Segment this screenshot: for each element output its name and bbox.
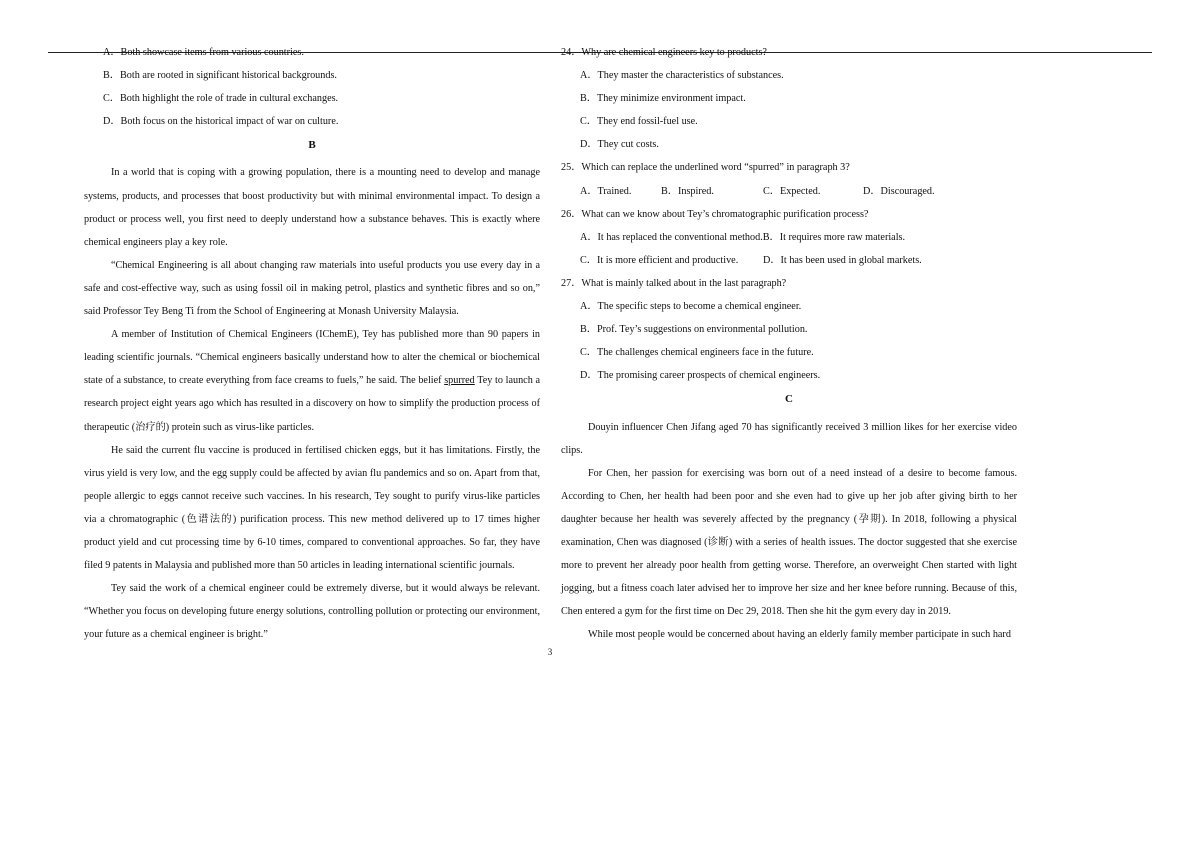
q24-option-d: D．They cut costs. <box>580 139 659 151</box>
section-b-paragraph-1: In a world that is coping with a growing population, there is a mounting need to develop and manage systems, products, and processes that boost productivity but with minimal environmental impact. To design a product or process well, you first need to deeply understand how a substance behaves. This is exactly where chemical engineers play a key role. <box>84 167 540 248</box>
question-25: 25．Which can replace the underlined word “spurred” in paragraph 3? <box>561 162 850 174</box>
section-c-paragraph-1: Douyin influencer Chen Jifang aged 70 has significantly received 3 million likes for her exercise video clips. <box>561 421 1017 456</box>
question-27: 27．What is mainly talked about in the last paragraph? <box>561 277 787 289</box>
paragraph-3-text-end: Tey to launch a research project eight years ago which has resulted in a discovery on how to simplify the production process of therapeutic (治疗的) protein such as virus-like particles. <box>84 375 540 433</box>
q25-option-b: B．Inspired. <box>661 185 714 197</box>
left-column <box>84 46 540 646</box>
q26-option-c: C．It is more efficient and productive. <box>580 254 739 266</box>
question-26: 26．What can we know about Tey’s chromatographic purification process? <box>561 208 869 220</box>
q27-option-c: C．The challenges chemical engineers face in the future. <box>580 347 814 359</box>
section-b-paragraph-4: He said the current flu vaccine is produced in fertilised chicken eggs, but it has limitations. Firstly, the virus yield is very low, and the egg supply could be affected by avian flu pandemics and so on. Apart from that, people allergic to eggs cannot receive such vaccines. In his research, Tey sought to purify virus-like particles via a chromatographic (色谱法的) purification process. This new method delivered up to 17 times higher product yield and cut processing time by 6-10 times, compared to conventional approaches. So far, they have filed 9 patents in Malaysia and published more than 50 articles in leading international scientific journals. <box>84 444 540 572</box>
q26-options-cd <box>561 254 1017 277</box>
q24-option-a: A．They master the characteristics of substances. <box>580 70 784 82</box>
q26-option-a: A．It has replaced the conventional method. <box>580 231 763 243</box>
prev-option-a: A．Both showcase items from various countries. <box>103 47 304 58</box>
q27-option-b: B．Prof. Tey’s suggestions on environmental pollution. <box>580 324 808 336</box>
section-c-paragraph-3: While most people would be concerned about having an elderly family member participate in such hard <box>588 629 1011 641</box>
section-c-heading: C <box>785 393 793 406</box>
q27-option-a: A．The specific steps to become a chemical engineer. <box>580 301 802 313</box>
section-b-heading: B <box>308 139 316 152</box>
page-number: 3 <box>547 647 553 657</box>
section-b-paragraph-2: “Chemical Engineering is all about changing raw materials into useful products you use every day in a safe and cost-effective way, such as using fossil oil in making petrol, plastics and synthetic fibres and so on,” said Professor Tey Beng Ti from the School of Engineering at Monash University Malaysia. <box>84 259 540 318</box>
q25-option-a: A．Trained. <box>580 185 632 197</box>
underlined-word-spurred: spurred <box>444 375 475 387</box>
q27-option-d: D．The promising career prospects of chemical engineers. <box>580 370 821 382</box>
prev-option-b: B．Both are rooted in significant historical backgrounds. <box>103 70 337 82</box>
q26-option-b: B．It requires more raw materials. <box>762 231 906 243</box>
q25-option-d: D．Discouraged. <box>863 185 935 197</box>
q26-option-d: D．It has been used in global markets. <box>763 254 922 266</box>
section-b-paragraph-5: Tey said the work of a chemical engineer could be extremely diverse, but it would always be relevant. “Whether you focus on developing future energy solutions, controlling pollution or protecting our environment, your future as a chemical engineer is bright.” <box>84 583 540 641</box>
prev-option-c: C．Both highlight the role of trade in cultural exchanges. <box>103 93 339 105</box>
q25-options <box>561 185 1017 208</box>
section-c-paragraph-2: For Chen, her passion for exercising was born out of a need instead of a desire to become famous. According to Chen, her health had been poor and she even had to give up her job after giving birth to her daughter because her health was severely affected by the pregnancy (孕期). In 2018, following a physical examination, Chen was diagnosed (诊断) with a series of health issues. The doctor suggested that she exercise more to prevent her already poor health from getting worse. Therefore, an overweight Chen started with light jogging, but a fitness coach later advised her to improve her size and her knee before running. Because of this, Chen entered a gym for the first time on Dec 29, 2018. Then she hit the gym every day in 2019. <box>561 467 1017 618</box>
q25-option-c: C．Expected. <box>763 185 821 197</box>
section-b-paragraph-3 <box>84 323 540 438</box>
q24-option-c: C．They end fossil-fuel use. <box>580 116 698 128</box>
prev-option-d: D．Both focus on the historical impact of war on culture. <box>103 116 339 128</box>
right-column <box>561 46 1017 646</box>
q26-options-ab <box>561 231 1017 254</box>
question-24: 24．Why are chemical engineers key to products? <box>561 47 767 58</box>
q24-option-b: B．They minimize environment impact. <box>580 93 746 105</box>
paragraph-3-text-start: A member of Institution of Chemical Engineers (IChemE), Tey has published more than 90 papers in leading scientific journals. “Chemical engineers basically understand how to alter the chemical or biochemical state of a substance, to create everything from face creams to fuels,” he said. The belief <box>84 329 540 387</box>
